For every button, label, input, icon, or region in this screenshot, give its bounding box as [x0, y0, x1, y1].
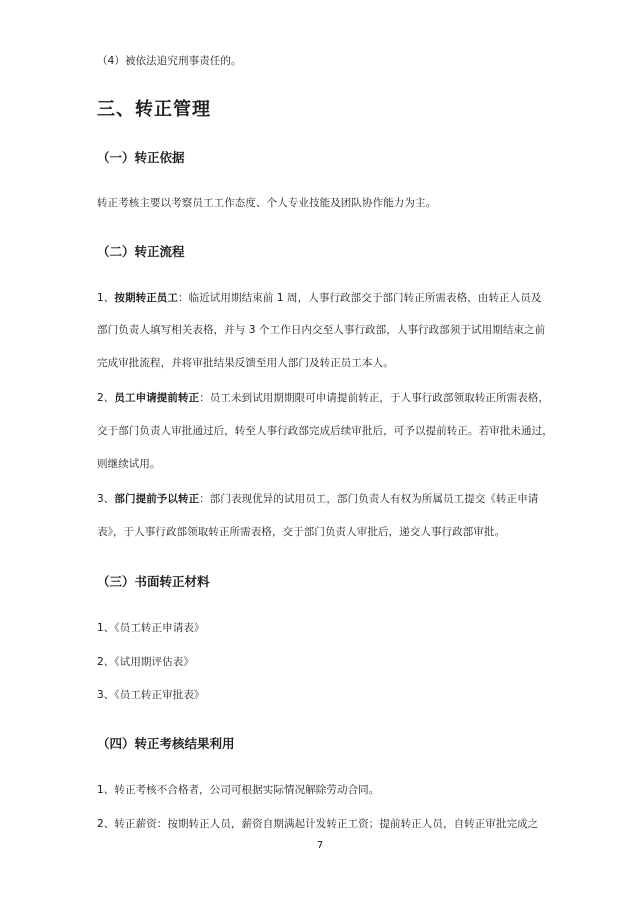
subsection-title-materials: （三）书面转正材料 [97, 574, 210, 589]
process-item-3-text: ：部门表现优异的试用员工，部门负责人有权为所属员工提交《转正申请 [199, 493, 539, 505]
process-item-1-line-2: 部门负责人填写相关表格，并与 3 个工作日内交至人事行政部，人事行政部须于试用期结束之前 [97, 324, 546, 336]
item-4-criminal: （4）被依法追究刑事责任的。 [97, 55, 242, 67]
process-item-1-line-3: 完成审批流程，并将审批结果反馈至用人部门及转正员工本人。 [97, 357, 394, 369]
material-item-2: 2、《试用期评估表》 [97, 656, 194, 668]
process-item-1-prefix: 1、 [97, 292, 115, 304]
process-item-2-line-3: 则继续试用。 [97, 458, 161, 470]
subsection-title-process: （二）转正流程 [97, 244, 185, 259]
result-item-2: 2、转正薪资：按期转正人员，薪资自期满起计发转正工资；提前转正人员，自转正审批完成之 [97, 818, 539, 830]
basis-text: 转正考核主要以考察员工工作态度、个人专业技能及团队协作能力为主。 [97, 197, 437, 209]
material-item-1: 1、《员工转正申请表》 [97, 622, 205, 634]
process-item-3-line-1 [97, 492, 538, 506]
process-item-1-heading: 按期转正员工 [114, 292, 178, 304]
subsection-title-basis: （一）转正依据 [97, 150, 185, 165]
process-item-2-line-2: 交于部门负责人审批通过后，转至人事行政部完成后续审批后，可予以提前转正。若审批未通过， [97, 425, 553, 437]
process-item-3-heading: 部门提前予以转正 [114, 493, 200, 505]
page-number: 7 [316, 840, 324, 851]
subsection-title-results: （四）转正考核结果利用 [97, 736, 235, 751]
process-item-3-prefix: 3、 [97, 493, 115, 505]
process-item-3-line-2: 表》，于人事行政部领取转正所需表格，交于部门负责人审批后，递交人事行政部审批。 [97, 526, 506, 538]
process-item-1-line-1 [97, 291, 541, 305]
material-item-3: 3、《员工转正审批表》 [97, 689, 205, 701]
process-item-1-text: ：临近试用期结束前 1 周，人事行政部交于部门转正所需表格，由转正人员及 [178, 292, 542, 304]
process-item-2-line-1 [97, 391, 549, 405]
process-item-2-heading: 员工申请提前转正 [114, 392, 200, 404]
section-title-probation-management: 三、转正管理 [97, 99, 211, 120]
process-item-2-prefix: 2、 [97, 392, 115, 404]
process-item-2-text: ：员工未到试用期期限可申请提前转正，于人事行政部领取转正所需表格， [199, 392, 550, 404]
result-item-1: 1、转正考核不合格者，公司可根据实际情况解除劳动合同。 [97, 784, 380, 796]
